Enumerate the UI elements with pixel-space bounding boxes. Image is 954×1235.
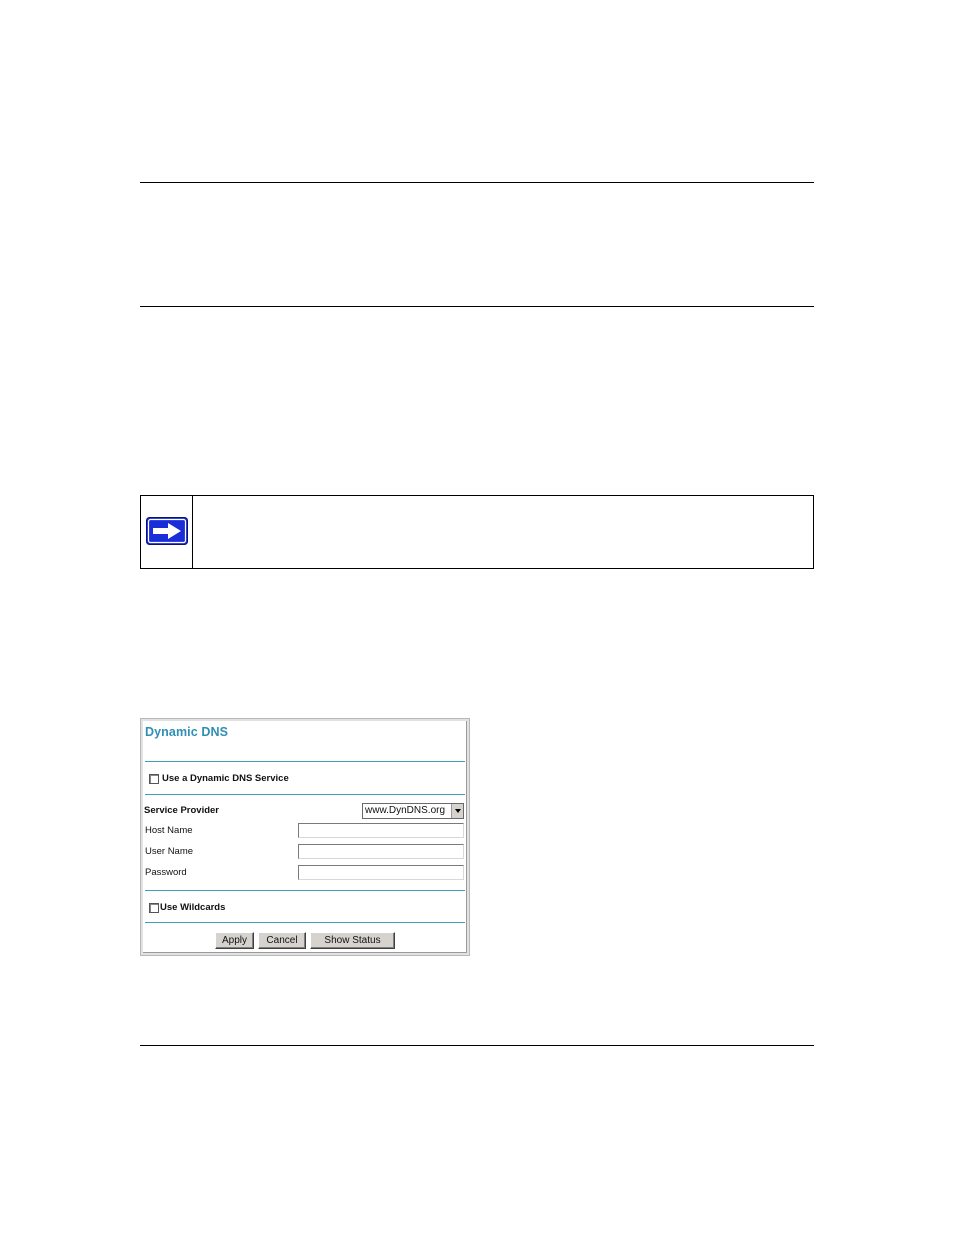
note-box	[140, 495, 814, 569]
cancel-button[interactable]: Cancel	[258, 932, 306, 949]
dynamic-dns-panel	[140, 718, 470, 956]
top-rule	[140, 182, 814, 183]
separator	[145, 761, 465, 762]
apply-button[interactable]: Apply	[215, 932, 254, 949]
password-label: Password	[145, 867, 187, 878]
use-ddns-checkbox[interactable]	[149, 774, 159, 784]
show-status-button[interactable]: Show Status	[310, 932, 395, 949]
user-name-label: User Name	[145, 846, 194, 857]
host-name-label: Host Name	[145, 825, 193, 836]
use-wildcards-checkbox[interactable]	[149, 903, 159, 913]
service-provider-label: Service Provider	[144, 805, 219, 816]
panel-title: Dynamic DNS	[145, 725, 229, 739]
service-provider-value: www.DynDNS.org	[365, 805, 446, 816]
password-input[interactable]	[298, 865, 464, 880]
service-provider-select[interactable]	[362, 803, 464, 819]
separator	[145, 890, 465, 891]
separator	[145, 794, 465, 795]
user-name-input[interactable]	[298, 844, 464, 859]
use-wildcards-label: Use Wildcards	[160, 902, 226, 913]
host-name-input[interactable]	[298, 823, 464, 838]
use-ddns-label: Use a Dynamic DNS Service	[162, 773, 289, 784]
note-divider	[192, 496, 193, 568]
separator	[145, 922, 465, 923]
right-arrow-icon	[146, 517, 188, 550]
bottom-rule	[140, 1045, 814, 1046]
section-rule	[140, 306, 814, 307]
chevron-down-icon[interactable]	[451, 804, 463, 818]
